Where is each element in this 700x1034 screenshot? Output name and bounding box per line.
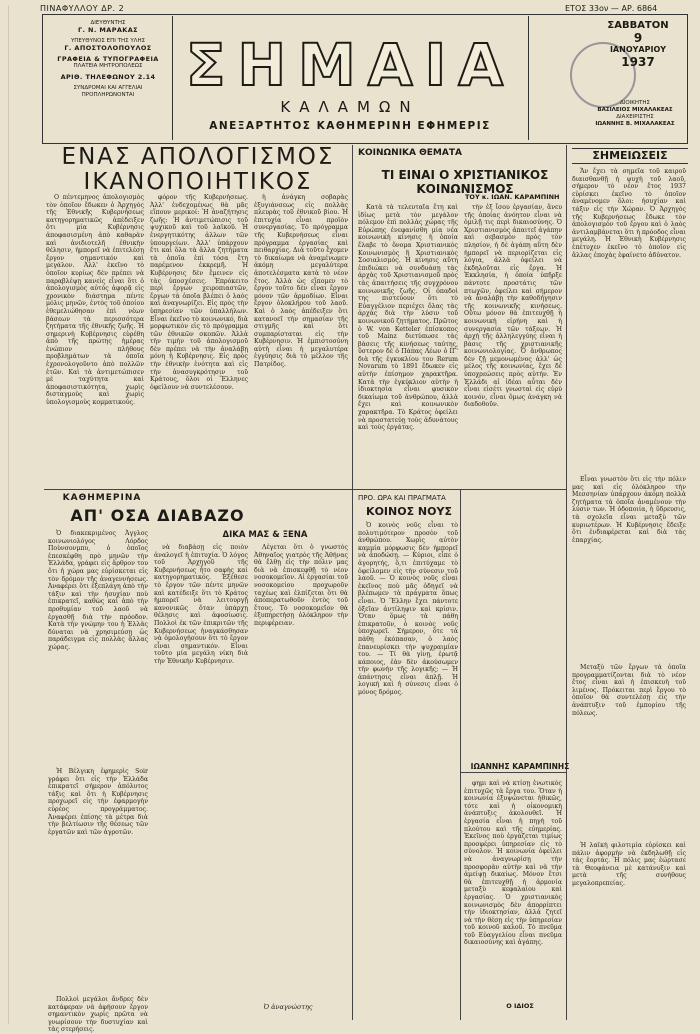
social-article-headline: ΤΙ ΕΙΝΑΙ Ο ΧΡΙΣΤΙΑΝΙΚΟΣ ΚΟΙΝΩΝΙΣΜΟΣ bbox=[381, 168, 549, 196]
continued-article-signature: Ο ΙΔΙΟΣ bbox=[506, 1002, 534, 1010]
column-rule bbox=[352, 145, 353, 1020]
column-rule bbox=[566, 145, 567, 1020]
lead-article-col2: φόρον τῆς Κυβερνήσεως. Ἀλλ' ἐνδεχομένως θὰ μᾶς εἴπουν μερικοί: Ἡ ἀναζήτησις ζωῆς: Ἡ ἀντιμετώπισις τοῦ ψυχικοῦ καὶ τοῦ λαϊκοῦ. Ἡ ἐνεργητικότης ἀλλων τῶν ὑπουργείων. Ἀλλ' ὑπάρχουν ἔτι καὶ ὅλα τὰ ἄλλα ζητήματα τὰ ὁποῖα ἐπὶ τόσα ἔτη παρέμενον ἐκκρεμῆ. Ἡ Κυβέρνησις δὲν ἔμεινεν εἰς τὰς ὑποσχέσεις. Ἐπρόκειτο περὶ ἔργων χειροπιαστῶν, ἔργων τὰ ὁποῖα βλέπει ὁ λαὸς καὶ ἀναγνωρίζει. Εἰς πρὸς τὴν ὑπηρεσίαν τῶν ὑπαλλήλων. Εἶναι ἐκεῖνο τὸ κοινωνικό, διὰ μορφωτικὸν εἰς τὸ πρόγραμμα τῶν ἐθνικῶν σκοπῶν. Ἀλλὰ τὴν τιμὴν τοῦ ἀπολογισμοῦ δὲν πρέπει νὰ τὴν ἀναλάβῃ μόνη ἡ Κυβέρνησις. Εἰς πρὸς τὴν ἐθνικὴν ἐνότητα καὶ εἰς τὴν ἀνασυγκρότησιν τοῦ Κράτους, ὅλοι οἱ Ἕλληνες ὀφείλουν νὰ συντελέσουν. bbox=[150, 194, 248, 391]
issue-day: 9 bbox=[633, 31, 643, 45]
price-label: ΠΙΝΑΦΥΛΛΟΥ ΔΡ. 2 bbox=[40, 4, 125, 13]
social-article-col1: Κατὰ τὰ τελευταῖα ἔτη καὶ ἰδίως μετὰ τὸν μεγάλον πόλεμον ἐπὶ πολλὰς χώρας τῆς Εὐρώπης ἐνεφανίσθη μία νέα κοινωνικὴ κίνησις ἡ ὁποία ἔλαβε τὸ ὄνομα Χριστιανικὸς Κοινωνισμὸς ἢ Χριστιανικὸς Σοσιαλισμός. Ἡ κίνησις αὕτη ἐπιδιώκει νὰ συνδυάσῃ τὰς ἀρχὰς τοῦ Χριστιανισμοῦ πρὸς τὰς ἀπαιτήσεις τῆς συγχρόνου κοινωνικῆς ζωῆς. Οἱ ὀπαδοὶ της πιστεύουν ὅτι τὸ Εὐαγγέλιον περιέχει ὅλας τὰς ἀρχὰς διὰ τὴν λύσιν τοῦ κοινωνικοῦ ζητήματος. Πρῶτος ὁ W. von Ketteler ἐπίσκοπος τοῦ Mainz διετύπωσε τὰς βάσεις τῆς κινήσεως ταύτης, ὕστερον δὲ ὁ Πάπας Λέων ὁ ΙΓ' διὰ τῆς ἐγκυκλίου του Rerum Novarum τὸ 1891 ἔδωκεν εἰς αὐτὴν ἐπίσημον χαρακτῆρα. Κατὰ τὴν ἐγκύκλιον αὐτὴν ἡ ἰδιοκτησία εἶναι φυσικὸν δικαίωμα τοῦ ἀνθρώπου, ἀλλὰ ἔχει καὶ κοινωνικὸν χαρακτῆρα. Τὸ Κράτος ὀφείλει νὰ προστατεύῃ τοὺς ἀδυνάτους καὶ τοὺς ἐργάτας. bbox=[358, 204, 458, 432]
publisher-info-subscriptions: ΣΥΝΔΡΟΜΑΙ ΚΑΙ ΑΓΓΕΛΙΑΙ ΠΡΟΠΛΗΡΩΝΟΝΤΑΙ bbox=[73, 85, 143, 98]
lead-headline: ΕΝΑΣ ΑΠΟΛΟΓΙΣΜΟΣ ΙΚΑΝΟΠΟΙΗΤΙΚΟΣ bbox=[61, 144, 335, 195]
daily-col1: Ὁ διακεκριμένος Ἀγγλος κοινωνιολόγος Λόρδος Ποὺνσονμπυ, ὁ ὁποῖος ἐπεσκέφθη πρὸ μηνῶν τὴν Ἑλλάδα, γράφει εἰς ἄρθρον του ὅτι ἡ χώρα μας εὑρίσκεται εἰς τὸν δρόμον τῆς ἀναγεννήσεως. Ἀναφέρει ὅτι ἐξεπλάγη ἀπὸ τὴν τάξιν καὶ τὴν ἡσυχίαν ποὺ ἐπικρατεῖ, καθὼς καὶ ἀπὸ τὴν προθυμίαν τοῦ λαοῦ νὰ ἐργασθῇ διὰ τὴν πρόοδον. Κατὰ τὴν γνώμην του ἡ Ἑλλὰς δύναται νὰ χρησιμεύσῃ ὡς παράδειγμα εἰς πολλὰς ἄλλας χώρας. bbox=[48, 530, 148, 651]
publisher-info-phone: ΑΡΙΘ. ΤΗΛΕΦΩΝΟΥ 2.14 bbox=[60, 73, 156, 81]
issue-date bbox=[600, 20, 676, 68]
section-rule bbox=[460, 772, 566, 773]
publisher-info-offices: ΓΡΑΦΕΙΑ & ΤΥΠΟΓΡΑΦΕΙΑ ΠΛΑΤΕΙΑ ΜΗΤΡΟΠΟΛΕΩΣ bbox=[57, 55, 159, 69]
newspaper-tagline: ΑΝΕΞΑΡΤΗΤΟΣ ΚΑΘΗΜΕΡΙΝΗ ΕΦΗΜΕΡΙΣ bbox=[209, 120, 491, 132]
year-issue-label: ΕΤΟΣ 33ον — ΑΡ. 6864 bbox=[565, 4, 658, 13]
issue-month: ΙΑΝΟΥΑΡΙΟΥ bbox=[609, 45, 667, 54]
section-label-social: ΚΟΙΝΩΝΙΚΑ ΘΕΜΑΤΑ bbox=[358, 148, 462, 158]
column-rule bbox=[460, 490, 461, 1020]
issue-year: 1937 bbox=[621, 55, 655, 69]
management-info: ΔΙΟΙΚΗΤΗΣ ΒΑΣΙΛΕΙΟΣ ΜΙΧΑΛΑΚΕΑΣ ΔΙΑΧΕΙΡΙΣΤΗΣ ΙΩΑΝΝΗΣ Β. ΜΙΧΑΛΑΚΕΑΣ bbox=[595, 100, 675, 127]
notes-para-4: Ἡ λαϊκὴ φιλοτιμία εὑρίσκει καὶ πάλιν ἀφορμὴν νὰ ἐκδηλωθῇ εἰς τὰς ἑορτάς. Ἡ πόλις μας ἑώρτασε τὰ Θεοφάνεια μὲ κατάνυξιν καὶ μετὰ τῆς συνήθους μεγαλοπρεπείας. bbox=[572, 842, 686, 887]
local-foreign-headline: ΔΙΚΑ ΜΑΣ & ΞΕΝΑ bbox=[222, 530, 308, 540]
common-sense-headline: ΚΟΙΝΟΣ ΝΟΥΣ bbox=[366, 505, 452, 518]
common-sense-kicker: ΠΡΟ. ΩΡΑ ΚΑΙ ΠΡΑΓΜΑΤΑ bbox=[358, 494, 446, 502]
lead-article-col1: Ο πέντεμηνος ἀπολογισμὸς τὸν ὁποῖον ἔδωκεν ὁ Ἀρχηγὸς τῆς Ἐθνικῆς Κυβερνήσεως κατηγορηματικῶς ἀπέδειξεν ὅτι μία Κυβέρνησις ἀποφασισμένη ἀπὸ καθαρὰν καὶ ἀνιδιοτελῆ ἐθνικὴν θέλησιν, ἠμπορεῖ νὰ ἐπιτελέσῃ ἔργον σημαντικόν καὶ μεγάλον. Ἀλλ' ἐκεῖνο τὸ ὁποῖον κυρίως δὲν πρέπει νὰ παραβλέψῃ κανεὶς εἶναι ὅτι ὁ ἀπολογισμὸς αὐτὸς ἀφορᾷ εἰς χρονικὸν διάστημα πέντε μόλις μηνῶν, ἐντὸς τοῦ ὁποίου ἐθεμελιώθησαν ἐπὶ νέων βάσεων τὰ περισσότερα ζητήματα τῆς ἐθνικῆς ζωῆς. Ἡ σημερινὴ Κυβέρνησις εὑρέθη ἀπὸ τῆς πρώτης ἡμέρας ἐνώπιον πλήθους προβλημάτων τὰ ὁποῖα ἐχρονολογοῦντο ἀπὸ πολλῶν ἐτῶν. Καὶ τὰ ἀντιμετώπισεν μὲ ταχύτητα καὶ ἀποφασιστικότητα, χωρὶς δισταγμοὺς καὶ χωρὶς ὑπολογισμοὺς κομματικούς. bbox=[46, 194, 144, 407]
social-article-signature: ΙΩΑΝΝΗΣ ΚΑΡΑΜΠΙΝΗΣ bbox=[470, 762, 570, 771]
daily-col3: Πολλοὶ μεγάλοι ἄνδρες δὲν κατάφεραν νὰ ἀφήσουν ἔργον σημαντικὸν χωρὶς πρῶτα νὰ γνωρίσουν τὴν δυστυχίαν καὶ τὰς στερήσεις. bbox=[48, 996, 148, 1034]
newspaper-title: ΣΗΜΑΙΑ bbox=[185, 31, 516, 99]
publisher-info bbox=[44, 16, 173, 140]
publisher-info-director: ΔΙΕΥΘΥΝΤΗΣ Γ. Ν. ΜΑΡΑΚΑΣ bbox=[77, 20, 139, 34]
notes-para-1: Ἄν ἔχει τὰ σημεῖα τοῦ καιροῦ διαισθανθῇ ἡ ψυχὴ τοῦ λαοῦ, σήμερον τὸ νέον ἔτος 1937 εὑρίσκει ἐκεῖνο τὸ ὁποῖον ἀναμένομεν ὅλοι: ἡσυχίαν καὶ τάξιν εἰς τὴν Χώραν. Ὁ Ἀρχηγὸς τῆς Κυβερνήσεως ἔδωκε τὸν ἀπολογισμὸν τοῦ ἔργου καὶ ὁ λαὸς ἀντιλαμβάνεται ὅτι ἡ πρόοδος εἶναι μεγάλη. Ἡ Ἐθνικὴ Κυβέρνησις ἐπέτυχεν ἐκεῖνο τὸ ὁποῖον εἰς ἄλλας ἐποχὰς ἐφαίνετο ἀδύνατον. bbox=[572, 168, 686, 259]
daily-section-label: ΚΑΘΗΜΕΡΙΝΑ bbox=[62, 493, 142, 503]
local-foreign-signature: Ὁ ἀναγνώστης bbox=[263, 1003, 313, 1011]
local-foreign-col2: Λέγεται ὅτι ὁ γνωστὸς Ἀθηναῖος γιατρὸς τῆς Ἀθήνας θὰ ἔλθῃ εἰς τὴν πόλιν μας διὰ νὰ ἐπισκεφθῇ τὸ νέον νοσοκομεῖον. Αἱ ἐργασίαι τοῦ νοσοκομείου προχωροῦν ταχέως καὶ ἐλπίζεται ὅτι θὰ ἀποπερατωθοῦν ἐντὸς τοῦ ἔτους. Τὸ νοσοκομεῖον θὰ ἐξυπηρετήσῃ ὁλόκληρον τὴν περιφέρειαν. bbox=[254, 544, 348, 627]
notes-para-3: Μεταξὺ τῶν ἔργων τὰ ὁποῖα προγραμματίζονται διὰ τὸ νέον ἔτος εἶναι καὶ ἡ ἐπισκευὴ τοῦ λιμένος. Πρόκειται περὶ ἔργου τὸ ὁποῖον θὰ συντελέσῃ εἰς τὴν ἀνάπτυξιν τοῦ ἐμπορίου τῆς πόλεως. bbox=[572, 664, 686, 717]
local-foreign-col1: νὰ διαβάσῃ εἰς ποιὸν ἀναλογεῖ ἡ ἐπιτυχία. Ὁ λόγος τοῦ Ἀρχηγοῦ τῆς Κυβερνήσεως ἦτο σαφὴς καὶ κατηγορηματικός. Ἐξέθεσε τὸ ἔργον τῶν πέντε μηνῶν καὶ κατέδειξε ὅτι τὸ Κράτος ἠμπορεῖ νὰ λειτουργῇ κανονικῶς ὅταν ὑπάρχῃ θέλησις καὶ ἀφοσίωσις. Πολλοὶ ἐκ τῶν ἐπικριτῶν τῆς Κυβερνήσεως ἠναγκάσθησαν νὰ ὁμολογήσουν ὅτι τὸ ἔργον εἶναι σημαντικόν. Εἶναι τοῦτο μία μεγάλη νίκη διὰ τὴν Ἐθνικὴν Κυβέρνησιν. bbox=[154, 544, 248, 665]
daily-col2: Ἡ Βέλγικη ἐφημερὶς Soir γράφει ὅτι εἰς τὴν Ἑλλάδα ἐπικρατεῖ σήμερον ἀπόλυτος τάξις καὶ ὅτι ἡ Κυβέρνησις προχωρεῖ εἰς τὴν ἐφαρμογὴν εὐρέος προγράμματος. Ἀναφέρει ἐπίσης τὰ μέτρα διὰ τὴν βελτίωσιν τῆς θέσεως τῶν ἐργατῶν καὶ τῶν ἀγροτῶν. bbox=[48, 768, 148, 836]
social-article-byline: ΤΟΥ κ. ΙΩΑΝ. ΚΑΡΑΜΠΙΝΗ bbox=[465, 193, 560, 201]
newspaper-subtitle: ΚΑΛΑΜΩΝ bbox=[280, 98, 420, 116]
daily-headline: ΑΠ' ΟΣΑ ΔΙΑΒΑΖΟ bbox=[70, 506, 245, 525]
publisher-info-editor: ΥΠΕΥΘΥΝΟΣ ΕΠΙ ΤΗΣ ΥΛΗΣ Γ. ΑΠΟΣΤΟΛΟΠΟΥΛΟΣ bbox=[64, 38, 152, 52]
continued-article-text: φημι καὶ νὰ κτίσῃ ἐνωτικὸς ἐπιτυχῶς τὰ ἔργα του. Ὅταν ἡ κοινωνία ἐξυψώνεται ἠθικῶς, τότε καὶ ἡ οἰκονομικὴ ἀνάπτυξις ἀκολουθεῖ. Ἡ ἐργασία εἶναι ἡ πηγὴ τοῦ πλούτου καὶ τῆς εὐημερίας. Ἐκεῖνος ποὺ ἐργάζεται τιμίως προσφέρει ὑπηρεσίαν εἰς τὸ σύνολον. Ἡ κοινωνία ὀφείλει νὰ ἀναγνωρίσῃ τὴν προσφορὰν αὐτὴν καὶ νὰ τὴν ἀμείψῃ δικαίως. Μόνον ἔτσι θὰ ἐπιτευχθῇ ἡ ἁρμονία μεταξὺ κεφαλαίου καὶ ἐργασίας. Ὁ χριστιανικὸς κοινωνισμὸς δὲν ἀπορρίπτει τὴν ἰδιοκτησίαν, ἀλλὰ ζητεῖ νὰ τὴν θέσῃ εἰς τὴν ὑπηρεσίαν τοῦ κοινοῦ καλοῦ. Τὸ πνεῦμα τοῦ Εὐαγγελίου εἶναι πνεῦμα δικαιοσύνης καὶ ἀγάπης. bbox=[464, 780, 562, 947]
notes-para-2: Εἶναι γνωστὸν ὅτι εἰς τὴν πόλιν μας καὶ εἰς ὁλόκληρον τὴν Μεσσηνίαν ὑπάρχουν ἀκόμη πολλὰ ζητήματα τὰ ὁποῖα ἀναμένουν τὴν λύσιν των. Ἡ ὁδοποιία, ἡ ὕδρευσις, τὰ σχολεῖα εἶναι μεταξὺ τῶν κυριωτέρων. Ἡ Κυβέρνησις ἔδειξε ὅτι ἐνδιαφέρεται καὶ διὰ τὰς ἐπαρχίας. bbox=[572, 476, 686, 544]
notes-headline: ΣΗΜΕΙΩΣΕΙΣ bbox=[572, 148, 688, 164]
lead-article-col3: ἡ ἀνάγκη σοβαρὰς ἐξυγιάνσεως εἰς πολλὰς πλευρὰς τοῦ ἐθνικοῦ βίου. Ἡ ἐπιτυχία εἶναι προϊὸν συνεργασίας. Τὸ πρόγραμμα τῆς Κυβερνήσεως εἶναι πρόγραμμα ἐργασίας καὶ πειθαρχίας. Διὰ τοῦτο ἔχομεν τὸ δικαίωμα νὰ ἀναμένωμεν ἀκόμη μεγαλύτερα ἀποτελέσματα κατὰ τὸ νέον ἔτος. Ἀλλὰ ὡς εἴπομεν τὸ ἔργον τοῦτο δὲν εἶναι ἔργον μόνον τῶν ἀρμοδίων. Εἶναι ἔργον ὁλοκλήρου τοῦ λαοῦ. Καὶ ὁ λαὸς ἀπέδειξεν ὅτι κατανοεῖ τὴν σημασίαν τῆς στιγμῆς καὶ ὅτι συμπαρίσταται εἰς τὴν Κυβέρνησιν. Ἡ ἐμπιστοσύνη αὐτὴ εἶναι ἡ μεγαλυτέρα ἐγγύησις διὰ τὸ μέλλον τῆς Πατρίδος. bbox=[254, 194, 348, 369]
common-sense-text: Ὁ κοινὸς νοῦς εἶναι τὸ πολυτιμότερον προσὸν τοῦ ἀνθρώπου. Χωρὶς αὐτὸν καμμία μόρφωσις δὲν ἠμπορεῖ νὰ ἀποδώσῃ. — Κύριοι, εἶπε ὁ ἀγορητής, ὅ,τι ἐπιτύχαμε τὸ ὀφείλομεν εἰς τὴν σύνεσιν τοῦ λαοῦ. — Ὁ κοινὸς νοῦς εἶναι ἐκεῖνος ποὺ μᾶς ὁδηγεῖ νὰ βλέπωμεν τὰ πράγματα ὅπως εἶναι. Ὁ Ἕλλην ἔχει πάντοτε ὀξεῖαν ἀντίληψιν καὶ κρίσιν. Ὅταν ὅμως τὰ πάθη ἐπικρατοῦν, ὁ κοινὸς νοῦς ὑποχωρεῖ. Σήμερον, ὅτε τὰ πάθη ἐκόπασαν, ὁ λαὸς ἐπανευρίσκει τὴν ψυχραιμίαν του. — Τί θὰ γίνῃ, ἐρωτᾷ κάποιος, ἐὰν δὲν ἀκούσωμεν τὴν φωνὴν τῆς λογικῆς; — Ἡ ἀπάντησις εἶναι ἁπλῆ. Ἡ λογικὴ καὶ ἡ σύνεσις εἶναι ὁ μόνος δρόμος. bbox=[358, 522, 458, 697]
issue-weekday: ΣΑΒΒΑΤΟΝ bbox=[607, 20, 669, 31]
social-article-col2: τὴν ἐξ ἴσου ἐργασίαν, ἄνευ τῆς ὁποίας ἀνόητον εἶναι νὰ ὁμιλῇ τις περὶ δικαιοσύνης. Ὁ Χριστιανισμὸς ἀπαιτεῖ ἀγάπην καὶ σεβασμὸν πρὸς τὸν πλησίον, ἡ δὲ ἀγάπη αὕτη δὲν ἠμπορεῖ νὰ περιορίζεται εἰς λόγια, ἀλλὰ ὀφείλει νὰ ἐκδηλοῦται εἰς ἔργα. Ἡ Ἐκκλησία, ἡ ὁποία ὑπῆρξε πάντοτε προστάτις τῶν πτωχῶν, ὀφείλει καὶ σήμερον νὰ ἀναλάβῃ τὴν καθοδήγησιν τῆς κοινωνικῆς κινήσεως. Οὕτω μόνον θὰ ἐπιτευχθῇ ἡ κοινωνικὴ εἰρήνη καὶ ἡ συνεργασία τῶν τάξεων. Ἡ ἀρχὴ τῆς ἀλληλεγγύης εἶναι ἡ βάσις τῆς χριστιανικῆς κοινωνιολογίας. Ὁ ἄνθρωπος δὲν ζῇ μεμονωμένος ἀλλ' ὡς μέλος τῆς κοινωνίας, ἔχει δὲ ὑποχρεώσεις πρὸς αὐτήν. Ἐν Ἑλλάδι αἱ ἰδέαι αὗται δὲν εἶναι εἰσέτι γνωσταὶ εἰς εὐρύ κοινόν, εἶναι ὅμως ἀνάγκη νὰ διαδοθοῦν. bbox=[464, 204, 562, 409]
